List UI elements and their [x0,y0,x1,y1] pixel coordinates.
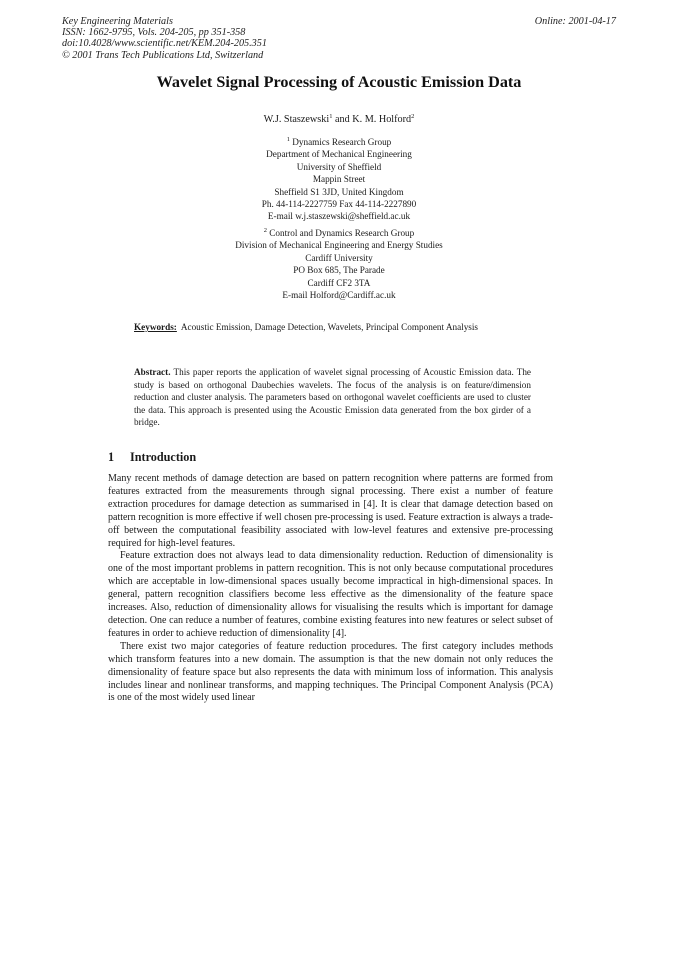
keywords-text: Acoustic Emission, Damage Detection, Wavelets, Principal Component Analysis [180,322,478,332]
affiliation-2-line: PO Box 685, The Parade [293,265,385,276]
affiliation-2-mark: 2 [263,227,267,234]
author-2-name: K. M. Holford [352,114,412,125]
abstract-label: Abstract. [134,367,171,377]
author-2-affiliation-mark: 2 [411,113,415,120]
affiliation-2 [0,227,678,301]
issn-line: ISSN: 1662-9795, Vols. 204-205, pp 351-358 [62,27,246,39]
affiliation-1 [0,136,678,223]
copyright-line: © 2001 Trans Tech Publications Ltd, Switzerland [62,49,264,61]
abstract-block [134,366,531,429]
body-paragraph: Feature extraction does not always lead to data dimensionality reduction. Reduction of dimensionality is one of the most important problems in pattern recognition. This is not only because computational procedures which are acceptable in low-dimensional spaces usually become impractical in high-dimensional spaces. In general, pattern recognition classifiers become less effective as the dimensionality of the feature space increases. Also, reduction of dimensionality allows for visualising the results which is important for damage detection. One can reduce a number of features, combine existing features into new features or select subset of features in order to achieve reduction of dimensionality [4]. [108,550,553,639]
affiliation-2-line: $^2$ Control and Dynamics Research Group [263,227,415,238]
affiliation-1-line: Mappin Street [312,174,366,185]
author-1-name: W.J. Staszewski [263,114,330,125]
section-title: Introduction [130,450,197,464]
section-number: 1 [108,450,115,464]
section-body [108,473,553,705]
affiliation-1-mark: 1 [286,136,290,143]
affiliation-1-email[interactable]: E-mail w.j.staszewski@sheffield.ac.uk [267,211,411,222]
section-heading [108,450,196,465]
affiliation-1-line: Department of Mechanical Engineering [266,149,412,160]
body-paragraph: Many recent methods of damage detection are based on pattern recognition where patterns are formed from features extracted from the measurements through signal processing. There exist a number of feature extraction procedures for damage detection as summarised in [4]. It is clear that damage detection based on pattern recognition is more effective if well chosen pre-processing is used. Feature extraction is always a trade-off between the computational feasibility associated with low-level features and extensive pre-processing required for high-level features. [108,473,553,549]
body-paragraph: There exist two major categories of feature reduction procedures. The first category includes methods which transform features into a new domain. The assumption is that the new domain not only reduces the dimensionality of feature space but also represents the data with minimum loss of information. This analysis includes linear and nonlinear transforms, and mapping techniques. The Principal Component Analysis (PCA) is one of the most widely used linear [108,640,553,704]
paper-title: Wavelet Signal Processing of Acoustic Emission Data [156,73,522,91]
author-line [0,114,678,125]
journal-name: Key Engineering Materials [62,16,173,27]
affiliation-1-phone: Ph. 44-114-2227759 Fax 44-114-2227890 [261,199,417,210]
journal-header [62,16,267,61]
abstract-text: This paper reports the application of wavelet signal processing of Acoustic Emission data. The study is based on orthogonal Daubechies wavelets. The focus of the analysis is on feature/dimension reduction and cluster analysis. The parameters based on orthogonal wavelet coefficients are used to cluster the data. This approach is presented using the Acoustic Emission data generated from the box girder of a bridge. [134,367,531,427]
keywords-block [134,321,546,334]
affiliation-1-line: University of Sheffield [296,161,382,172]
affiliation-2-email[interactable]: E-mail Holford@Cardiff.ac.uk [282,290,396,301]
affiliation-1-line: Sheffield S1 3JD, United Kingdom [274,186,404,197]
affiliation-2-line: Cardiff University [305,252,373,263]
doi-link[interactable]: doi:10.4028/www.scientific.net/KEM.204-205.351 [62,38,267,50]
affiliation-1-line: $^1$ Dynamics Research Group [286,136,392,147]
keywords-label: Keywords: [134,322,177,332]
online-date: Online: 2001-04-17 [534,16,616,27]
author-1-affiliation-mark: 1 [329,113,333,120]
author-conjunction: and [334,114,350,125]
affiliation-2-line: Division of Mechanical Engineering and Energy Studies [235,240,443,251]
affiliation-2-line: Cardiff CF2 3TA [307,277,371,288]
